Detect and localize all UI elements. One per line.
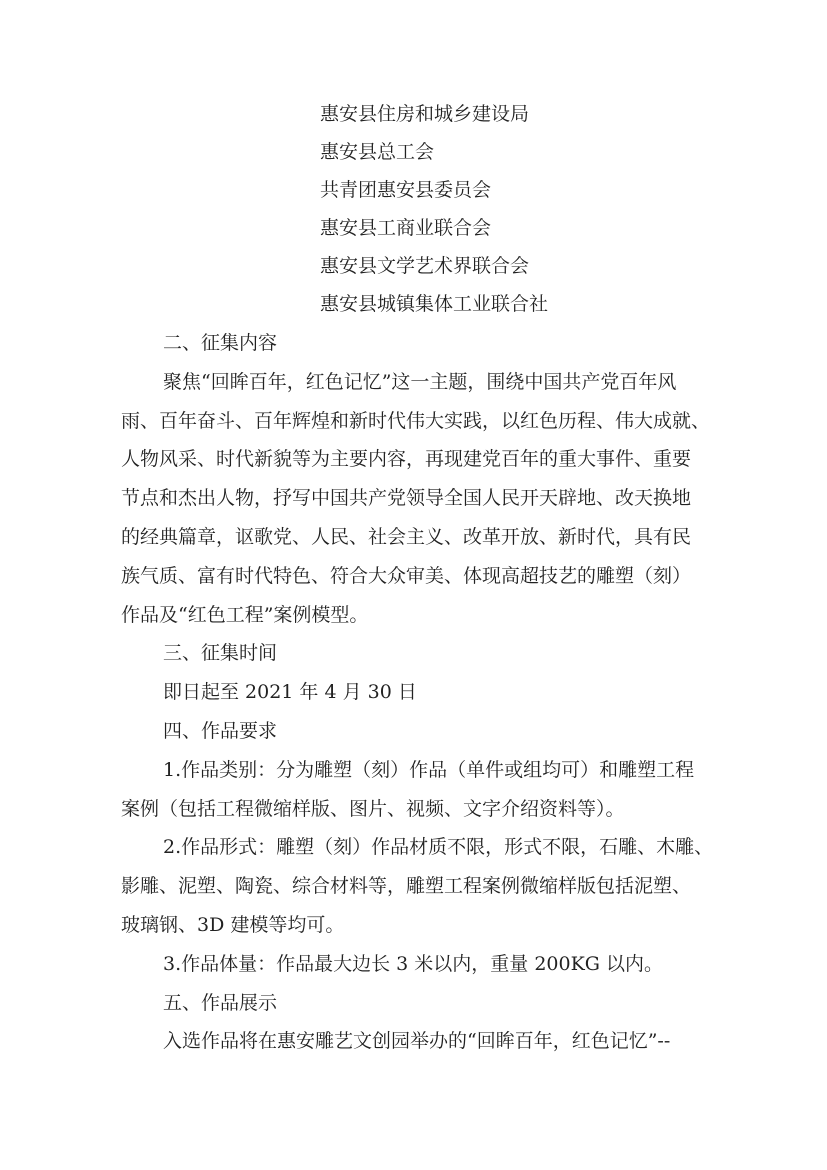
section-heading-work-requirements: 四、作品要求 <box>163 719 278 742</box>
paragraph-line: 作品及“红色工程”案例模型。 <box>121 603 369 626</box>
organization-name: 共青团惠安县委员会 <box>320 179 492 201</box>
paragraph-line: 族气质、富有时代特色、符合大众审美、体现高超技艺的雕塑（刻） <box>121 564 692 587</box>
organization-name: 惠安县总工会 <box>320 141 435 163</box>
organization-name: 惠安县城镇集体工业联合社 <box>320 293 549 315</box>
paragraph-line: 聚焦“回眸百年，红色记忆”这一主题，围绕中国共产党百年风 <box>163 370 677 393</box>
paragraph-line: 案例（包括工程微缩样版、图片、视频、文字介绍资料等）。 <box>121 797 625 820</box>
document-body <box>121 324 721 1061</box>
paragraph-line: 入选作品将在惠安雕艺文创园举办的“回眸百年，红色记忆”-- <box>163 1030 671 1053</box>
organization-name: 惠安县住房和城乡建设局 <box>320 103 530 125</box>
paragraph-line: 1.作品类别：分为雕塑（刻）作品（单件或组均可）和雕塑工程 <box>163 758 695 781</box>
organization-name: 惠安县文学艺术界联合会 <box>320 255 530 277</box>
organization-list <box>320 95 740 323</box>
section-heading-collection-time: 三、征集时间 <box>163 642 278 665</box>
paragraph-line: 3.作品体量：作品最大边长 3 米以内，重量 200KG 以内。 <box>163 952 664 975</box>
section-heading-collection-content: 二、征集内容 <box>163 332 278 354</box>
paragraph-line: 人物风采、时代新貌等为主要内容，再现建党百年的重大事件、重要 <box>121 448 692 471</box>
paragraph-line: 影雕、泥塑、陶瓷、综合材料等，雕塑工程案例微缩样版包括泥塑、 <box>121 875 692 898</box>
paragraph-line: 即日起至 2021 年 4 月 30 日 <box>163 681 417 704</box>
organization-name: 惠安县工商业联合会 <box>320 217 492 239</box>
paragraph-line: 的经典篇章，讴歌党、人民、社会主义、改革开放、新时代，具有民 <box>121 525 692 548</box>
paragraph-line: 玻璃钢、3D 建模等均可。 <box>121 913 345 936</box>
section-heading-work-exhibition: 五、作品展示 <box>163 991 278 1014</box>
paragraph-line: 2.作品形式：雕塑（刻）作品材质不限，形式不限，石雕、木雕、 <box>163 836 714 859</box>
paragraph-line: 雨、百年奋斗、百年辉煌和新时代伟大实践，以红色历程、伟大成就、 <box>121 409 711 432</box>
paragraph-line: 节点和杰出人物，抒写中国共产党领导全国人民开天辟地、改天换地 <box>121 487 692 510</box>
